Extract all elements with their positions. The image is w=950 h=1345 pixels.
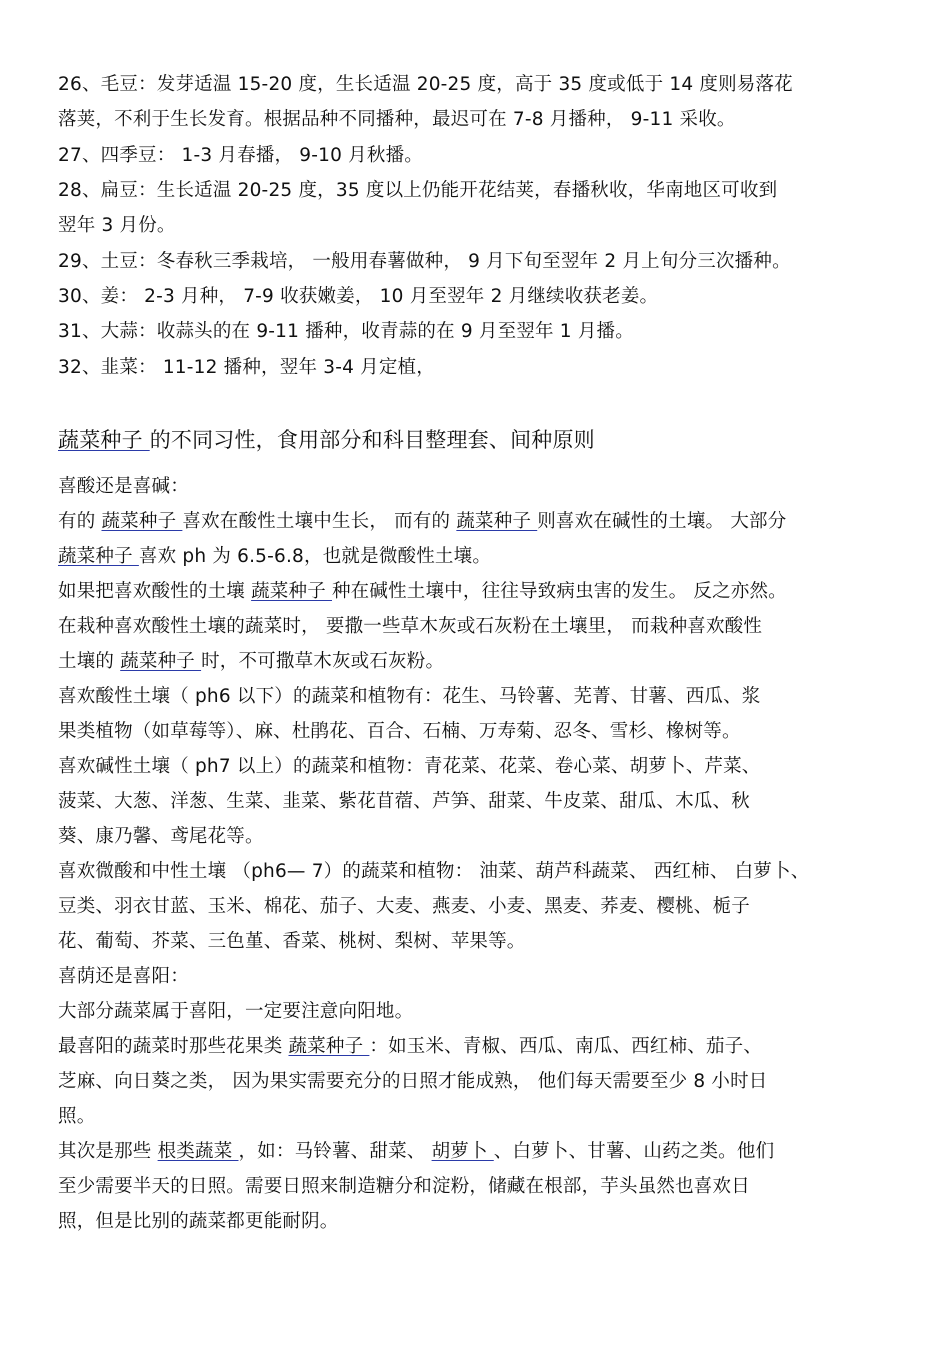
text-line (58, 545, 491, 569)
text-span: 时，不可撒草木灰或石灰粉。 (201, 651, 445, 672)
text-line: 照。 (58, 1106, 96, 1127)
vegetable-seeds-link[interactable]: 蔬菜种子 (58, 546, 139, 567)
text-line (58, 1035, 762, 1059)
subheading-acid-alkaline: 喜酸还是喜碱： (58, 476, 189, 497)
text-line: 菠菜、大葱、洋葱、生菜、韭菜、紫花苜蓿、芦笋、甜菜、牛皮菜、甜瓜、木瓜、秋 (58, 791, 750, 812)
text-span: 种在碱性土壤中，往往导致病虫害的发生。 反之亦然。 (331, 581, 787, 602)
text-line: 至少需要半天的日照。需要日照来制造糖分和淀粉，储藏在根部，芋头虽然也喜欢日 (58, 1176, 750, 1197)
text-line: 28、扁豆：生长适温 20-25 度，35 度以上仍能开花结荚，春播秋收，华南地区可收到 (58, 180, 778, 201)
vegetable-seeds-link[interactable]: 蔬菜种子 (101, 511, 183, 532)
text-line: 花、葡萄、芥菜、三色堇、香菜、桃树、梨树、苹果等。 (58, 931, 526, 952)
vegetable-seeds-link[interactable]: 蔬菜种子 (288, 1036, 370, 1057)
text-line: 大部分蔬菜属于喜阳，一定要注意向阳地。 (58, 1001, 414, 1022)
text-line: 在栽种喜欢酸性土壤的蔬菜时， 要撒一些草木灰或石灰粉在土壤里， 而栽种喜欢酸性 (58, 616, 763, 637)
text-line: 豆类、羽衣甘蓝、玉米、棉花、茄子、大麦、燕麦、小麦、黑麦、荞麦、樱桃、栀子 (58, 896, 750, 917)
text-span: ，如：马铃薯、甜菜、 (238, 1141, 432, 1162)
text-line (58, 510, 786, 534)
text-line: 喜欢酸性土壤（ ph6 以下）的蔬菜和植物有：花生、马铃薯、芜菁、甘薯、西瓜、浆 (58, 686, 761, 707)
text-span: 喜欢 ph 为 6.5-6.8，也就是微酸性土壤。 (138, 546, 492, 567)
text-line: 27、四季豆： 1-3 月春播， 9-10 月秋播。 (58, 145, 423, 166)
text-span: 喜欢在酸性土壤中生长， 而有的 (182, 511, 457, 532)
text-line: 葵、康乃馨、鸢尾花等。 (58, 826, 264, 847)
section-heading (58, 428, 595, 452)
text-span: 土壤的 (58, 651, 121, 672)
text-line: 喜欢微酸和中性土壤 （ph6— 7）的蔬菜和植物： 油菜、葫芦科蔬菜、 西红柿、 白萝卜、 (58, 861, 810, 882)
text-line: 喜欢碱性土壤（ ph7 以上）的蔬菜和植物：青花菜、花菜、卷心菜、胡萝卜、芹菜、 (58, 756, 761, 777)
vegetable-seeds-link[interactable]: 蔬菜种子 (120, 651, 202, 672)
text-line: 翌年 3 月份。 (58, 215, 176, 236)
text-line (58, 650, 444, 674)
text-line: 32、韭菜： 11-12 播种，翌年 3-4 月定植， (58, 357, 435, 378)
text-span: ：如玉米、青椒、西瓜、南瓜、西红柿、茄子、 (369, 1036, 763, 1057)
text-span: 如果把喜欢酸性的土壤 (58, 581, 252, 602)
text-span: 则喜欢在碱性的土壤。 大部分 (537, 511, 787, 532)
text-line: 果类植物（如草莓等）、麻、杜鹃花、百合、石楠、万寿菊、忍冬、雪杉、橡树等。 (58, 721, 741, 742)
text-span: 最喜阳的蔬菜时那些花果类 (58, 1036, 289, 1057)
text-line: 30、姜： 2-3 月种， 7-9 收获嫩姜， 10 月至翌年 2 月继续收获老姜。 (58, 286, 659, 307)
root-vegetables-link[interactable]: 根类蔬菜 (157, 1141, 239, 1162)
text-span: 、白萝卜、甘薯、山药之类。他们 (493, 1141, 775, 1162)
text-line: 照，但是比别的蔬菜都更能耐阴。 (58, 1211, 339, 1232)
text-span: 有的 (58, 511, 102, 532)
text-line (58, 580, 787, 604)
carrot-link[interactable]: 胡萝卜 (431, 1141, 494, 1162)
subheading-shade-sun: 喜荫还是喜阳： (58, 966, 189, 987)
vegetable-seeds-link[interactable]: 蔬菜种子 (58, 428, 150, 452)
vegetable-seeds-link[interactable]: 蔬菜种子 (456, 511, 538, 532)
text-span: 其次是那些 (58, 1141, 158, 1162)
text-line: 芝麻、向日葵之类， 因为果实需要充分的日照才能成熟， 他们每天需要至少 8 小时日 (58, 1071, 768, 1092)
heading-text: 的不同习性，食用部分和科目整理套、间种原则 (149, 428, 595, 452)
text-line: 31、大蒜：收蒜头的在 9-11 播种，收青蒜的在 9 月至翌年 1 月播。 (58, 321, 634, 342)
text-line: 26、毛豆：发芽适温 15-20 度，生长适温 20-25 度，高于 35 度或低于 14 度则易落花 (58, 74, 793, 95)
vegetable-seeds-link[interactable]: 蔬菜种子 (251, 581, 332, 602)
text-line: 落荚，不利于生长发育。根据品种不同播种，最迟可在 7-8 月播种， 9-11 采收。 (58, 109, 736, 130)
text-line (58, 1140, 774, 1164)
text-line: 29、土豆：冬春秋三季栽培， 一般用春薯做种， 9 月下旬至翌年 2 月上旬分三次播种。 (58, 251, 791, 272)
